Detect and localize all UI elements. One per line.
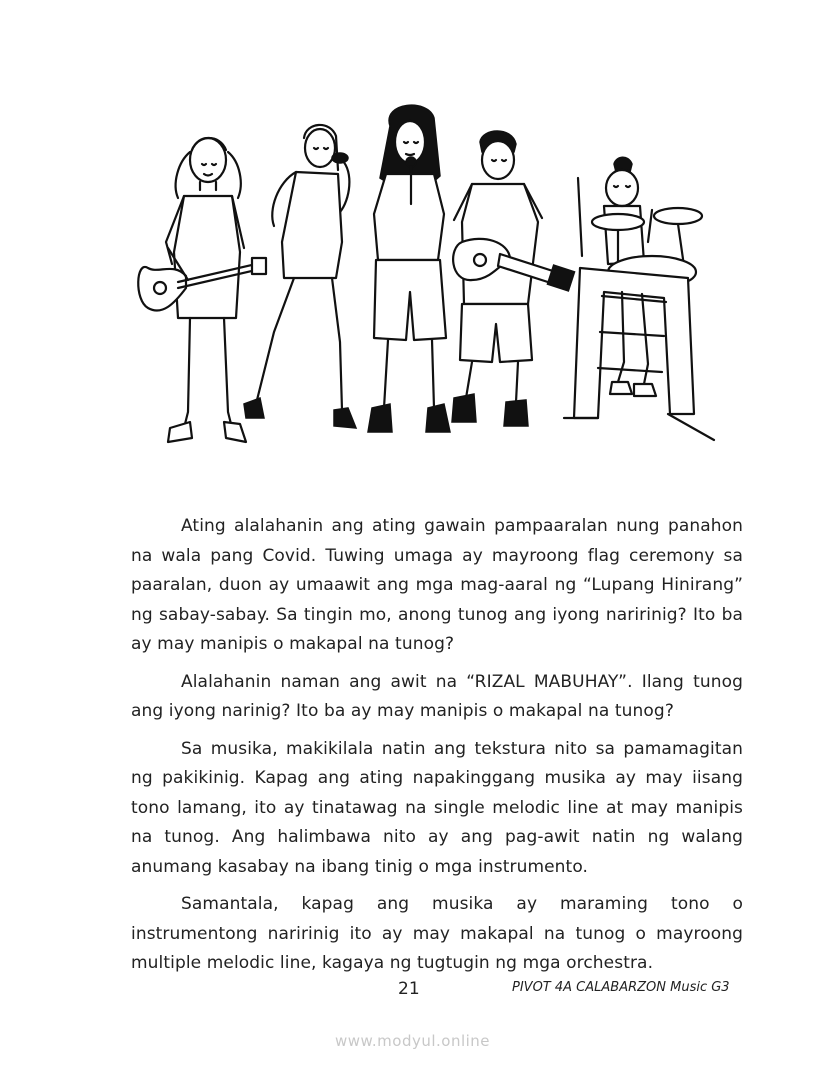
girl-with-microphone-figure: [368, 105, 450, 432]
girl-with-guitar-figure: [138, 138, 266, 442]
girl-at-drums-figure: [564, 157, 714, 440]
boy-with-guitar-figure: [452, 131, 575, 426]
watermark: www.modyul.online: [334, 1032, 491, 1050]
paragraph-3: Sa musika, makikilala natin ang tekstura nito sa pamamagitan ng pakikinig. Kapag ang ating napakinggang musika ay may iisang tono lamang, ito ay tinatawag na single melodic line at may manipis na tunog. Ang halimbawa nito ay ang pag-awit natin ng walang anumang kasabay na ibang tinig o mga instrumento.: [131, 738, 743, 877]
page-number: 21: [398, 979, 420, 999]
paragraph-1: Ating alalahanin ang ating gawain pampaaralan nung panahon na wala pang Covid. Tuwing umaga ay mayroong flag ceremony sa paaralan, duon ay umaawit ang mga mag-aaral ng “Lupang Hinirang” ng sabay-sabay. Sa tingin mo, anong tunog ang iyong naririnig? Ito ba ay may manipis o makapal na tunog?: [131, 516, 743, 654]
lesson-text: [131, 512, 743, 987]
girl-singing-figure: [244, 125, 356, 428]
children-band-illustration: [128, 92, 718, 462]
paragraph-4: Samantala, kapag ang musika ay maraming tono o instrumentong naririnig ito ay may makapal na tunog o mayroong multiple melodic line, kagaya ng tugtugin ng mga orchestra.: [131, 894, 743, 973]
footer-credit: PIVOT 4A CALABARZON Music G3: [512, 980, 730, 995]
paragraph-2: Alalahanin naman ang awit na “RIZAL MABUHAY”. Ilang tunog ang iyong narinig? Ito ba ay may manipis o makapal na tunog?: [131, 671, 743, 721]
